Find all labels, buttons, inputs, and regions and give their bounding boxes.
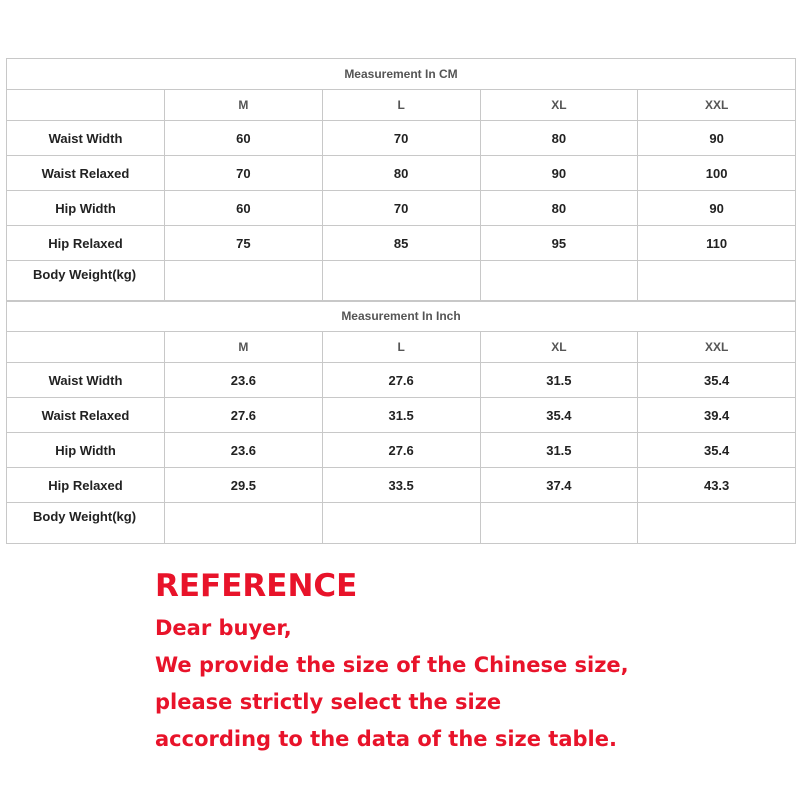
table-cell <box>638 261 796 302</box>
table-caption: Measurement In CM <box>7 59 796 90</box>
header-blank-cell <box>7 90 165 121</box>
table-cell: 23.6 <box>165 363 323 398</box>
table-cell: 70 <box>322 121 480 156</box>
reference-line: according to the data of the size table. <box>155 727 617 751</box>
size-table-cm <box>6 58 796 302</box>
table-cell: 110 <box>638 226 796 261</box>
size-header-row <box>7 332 796 363</box>
table-cell: 35.4 <box>638 363 796 398</box>
table-row <box>7 398 796 433</box>
row-label: Body Weight(kg) <box>7 503 165 544</box>
table-cell: 31.5 <box>480 433 638 468</box>
row-label: Hip Width <box>7 191 165 226</box>
table-cell: 31.5 <box>480 363 638 398</box>
table-cell: 60 <box>165 191 323 226</box>
table-cell <box>165 503 323 544</box>
table-cell: 90 <box>480 156 638 191</box>
table-cell <box>480 261 638 302</box>
reference-note <box>155 566 629 758</box>
table-cell: 27.6 <box>322 433 480 468</box>
table-cell: 37.4 <box>480 468 638 503</box>
table-cell: 29.5 <box>165 468 323 503</box>
table-cell: 31.5 <box>322 398 480 433</box>
row-label: Waist Relaxed <box>7 156 165 191</box>
table-cell: 35.4 <box>480 398 638 433</box>
size-table-inch <box>6 300 796 544</box>
table-row <box>7 226 796 261</box>
table-cell: 80 <box>480 121 638 156</box>
table-cell: 85 <box>322 226 480 261</box>
row-label: Hip Width <box>7 433 165 468</box>
table-row <box>7 121 796 156</box>
table-cell <box>480 503 638 544</box>
table-row <box>7 503 796 544</box>
table-cell: 27.6 <box>165 398 323 433</box>
table-row <box>7 191 796 226</box>
row-label: Hip Relaxed <box>7 226 165 261</box>
header-blank-cell <box>7 332 165 363</box>
table-row <box>7 363 796 398</box>
row-label: Waist Width <box>7 363 165 398</box>
table-cell <box>165 261 323 302</box>
table-row <box>7 468 796 503</box>
table-cell: 35.4 <box>638 433 796 468</box>
size-header-l: L <box>322 90 480 121</box>
table-row <box>7 433 796 468</box>
table-cell: 23.6 <box>165 433 323 468</box>
size-header-xl: XL <box>480 90 638 121</box>
size-header-xxl: XXL <box>638 332 796 363</box>
table-cell: 100 <box>638 156 796 191</box>
table-cell: 27.6 <box>322 363 480 398</box>
size-header-xxl: XXL <box>638 90 796 121</box>
table-cell <box>322 261 480 302</box>
table-cell: 33.5 <box>322 468 480 503</box>
table-caption: Measurement In Inch <box>7 301 796 332</box>
size-header-xl: XL <box>480 332 638 363</box>
reference-title: REFERENCE <box>155 568 358 604</box>
table-cell: 80 <box>322 156 480 191</box>
size-header-row <box>7 90 796 121</box>
table-cell: 90 <box>638 191 796 226</box>
table-cell: 39.4 <box>638 398 796 433</box>
size-header-l: L <box>322 332 480 363</box>
table-cell <box>638 503 796 544</box>
row-label: Body Weight(kg) <box>7 261 165 302</box>
size-header-m: M <box>165 90 323 121</box>
row-label: Hip Relaxed <box>7 468 165 503</box>
row-label: Waist Relaxed <box>7 398 165 433</box>
reference-line: please strictly select the size <box>155 690 502 714</box>
table-cell: 70 <box>322 191 480 226</box>
table-cell: 95 <box>480 226 638 261</box>
table-cell: 75 <box>165 226 323 261</box>
table-row <box>7 156 796 191</box>
table-cell <box>322 503 480 544</box>
row-label: Waist Width <box>7 121 165 156</box>
table-cell: 90 <box>638 121 796 156</box>
table-cell: 80 <box>480 191 638 226</box>
table-cell: 60 <box>165 121 323 156</box>
reference-line: Dear buyer, <box>155 616 292 640</box>
reference-line: We provide the size of the Chinese size, <box>155 653 629 677</box>
table-row <box>7 261 796 302</box>
table-cell: 43.3 <box>638 468 796 503</box>
size-header-m: M <box>165 332 323 363</box>
table-cell: 70 <box>165 156 323 191</box>
